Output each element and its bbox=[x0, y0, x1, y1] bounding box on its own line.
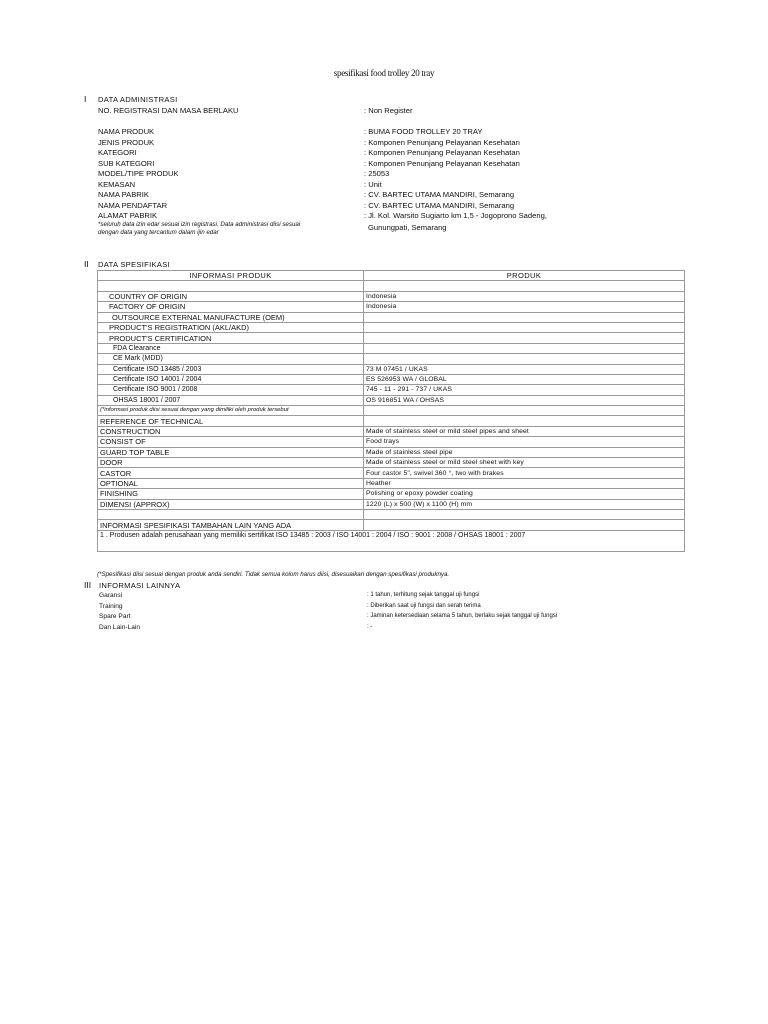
row-value: Heather bbox=[364, 478, 685, 488]
section-title: DATA ADMINISTRASI bbox=[98, 95, 178, 104]
field-value: : Diberikan saat uji fungsi dan serah terima bbox=[367, 602, 481, 609]
row-value: Made of stainless steel pipe bbox=[364, 447, 685, 457]
row-label: COUNTRY OF ORIGIN bbox=[98, 291, 364, 301]
table-row bbox=[98, 437, 685, 447]
row-value bbox=[364, 354, 685, 364]
row-label: GUARD TOP TABLE bbox=[98, 447, 364, 457]
field-label: Dan Lain-Lain bbox=[99, 623, 141, 631]
table-row bbox=[98, 458, 685, 468]
field-label: Garansi bbox=[99, 592, 123, 599]
row-label: DOOR bbox=[98, 458, 364, 468]
row-value bbox=[364, 312, 685, 322]
row-value: Polishing or epoxy powder coating bbox=[364, 489, 685, 499]
table-row bbox=[98, 322, 685, 332]
field-value: : CV. BARTEC UTAMA MANDIRI, Semarang bbox=[364, 190, 515, 199]
field-value: : 25053 bbox=[364, 169, 390, 178]
table-row bbox=[98, 312, 685, 322]
table-row bbox=[98, 291, 685, 301]
info-note: (*informasi produk diisi sesuai dengan yang dimiliki oleh produk tersebut bbox=[98, 406, 364, 416]
row-label: FINISHING bbox=[98, 489, 364, 499]
row-value: Food trays bbox=[364, 437, 685, 447]
admin-note bbox=[98, 221, 300, 237]
table-row bbox=[98, 520, 685, 530]
table-row bbox=[98, 395, 685, 405]
row-label: CONSIST OF bbox=[98, 437, 364, 447]
field-value: : Non Register bbox=[364, 106, 413, 115]
row-label: Certificate ISO 9001 / 2008 bbox=[98, 385, 364, 395]
field-label: NO. REGISTRASI DAN MASA BERLAKU bbox=[98, 106, 239, 115]
table-row bbox=[98, 530, 685, 551]
table-row bbox=[98, 343, 685, 353]
table-row bbox=[98, 333, 685, 343]
field-value: : Komponen Penunjang Pelayanan Kesehatan bbox=[364, 137, 520, 147]
row-label: CASTOR bbox=[98, 468, 364, 478]
table-row bbox=[98, 354, 685, 364]
table-row bbox=[98, 489, 685, 499]
row-value: OS 916851 WA / OHSAS bbox=[364, 395, 685, 405]
table-row bbox=[98, 406, 685, 416]
field-label: MODEL/TIPE PRODUK bbox=[98, 169, 179, 178]
row-value: ES 526953 WA / GLOBAL bbox=[364, 374, 685, 384]
row-label: OPTIONAL bbox=[98, 478, 364, 488]
row-value: Made of stainless steel or mild steel sheet with key bbox=[364, 458, 685, 468]
table-row bbox=[98, 499, 685, 509]
table-row bbox=[98, 509, 685, 519]
table-row bbox=[98, 302, 685, 312]
field-value: : Jaminan ketersediaan selama 5 tahun, berlaku sejak tanggal uji fungsi bbox=[367, 613, 558, 619]
row-label: OUTSOURCE EXTERNAL MANUFACTURE (OEM) bbox=[98, 312, 364, 322]
section-number: I bbox=[84, 94, 87, 104]
field-label: Training bbox=[99, 602, 123, 610]
row-value: Indonesia bbox=[364, 291, 685, 301]
row-label: PRODUCT'S REGISTRATION (AKL/AKD) bbox=[98, 322, 364, 332]
field-label: NAMA PABRIK bbox=[98, 190, 149, 199]
row-value bbox=[364, 322, 685, 332]
spec-footnote: (*Spesifikasi diisi sesuai dengan produk anda sendiri. Tidak semua kolom harus diisi, disesuaikan dengan spesifikasi produknya. bbox=[97, 571, 450, 578]
table-row bbox=[98, 426, 685, 436]
field-value: : CV. BARTEC UTAMA MANDIRI, Semarang bbox=[364, 200, 515, 210]
table-row bbox=[98, 385, 685, 395]
row-value: 1220 (L) x 500 (W) x 1100 (H) mm bbox=[364, 499, 685, 509]
field-label: ALAMAT PABRIK bbox=[98, 211, 158, 220]
table-row bbox=[98, 468, 685, 478]
section-title: DATA SPESIFIKASI bbox=[98, 260, 171, 269]
row-label: DIMENSI (APPROX) bbox=[98, 499, 364, 509]
section-number: III bbox=[84, 580, 92, 590]
table-header-row bbox=[98, 271, 685, 281]
field-label: NAMA PENDAFTAR bbox=[98, 200, 168, 210]
section-number: II bbox=[84, 259, 89, 269]
row-label: Certificate ISO 14001 / 2004 bbox=[98, 374, 364, 384]
row-label: CE Mark (MDD) bbox=[98, 354, 364, 364]
table-row bbox=[98, 364, 685, 374]
field-value: : Unit bbox=[364, 179, 382, 189]
field-label: KATEGORI bbox=[98, 148, 137, 157]
document-title: spesifikasi food trolley 20 tray bbox=[333, 68, 435, 78]
admin-note-line: dengan data yang tercantum dalam ijin edar bbox=[98, 229, 219, 236]
row-value: Made of stainless steel or mild steel pipes and sheet bbox=[364, 426, 685, 436]
table-row bbox=[98, 478, 685, 488]
field-value: : BUMA FOOD TROLLEY 20 TRAY bbox=[364, 127, 483, 136]
field-value: : - bbox=[367, 623, 373, 630]
field-value: : Jl. Kol. Warsito Sugiarto km 1,5 - Jogoprono Sadeng, bbox=[364, 211, 547, 220]
table-row bbox=[98, 416, 685, 426]
field-label: NAMA PRODUK bbox=[98, 127, 155, 136]
column-header: PRODUK bbox=[364, 271, 685, 281]
row-label: PRODUCT'S CERTIFICATION bbox=[98, 333, 364, 343]
row-value bbox=[364, 343, 685, 353]
additional-title: INFORMASI SPESIFIKASI TAMBAHAN LAIN YANG ADA bbox=[98, 520, 364, 530]
field-value: : 1 tahun, terhitung sejak tanggal uji fungsi bbox=[367, 592, 480, 598]
row-value: 745 - 11 - 291 - 737 / UKAS bbox=[364, 385, 685, 395]
field-value: Gunungpati, Semarang bbox=[368, 223, 447, 232]
row-label: FDA Clearance bbox=[98, 343, 364, 353]
additional-info: 1 . Produsen adalah perusahaan yang memiliki sertifikat ISO 13485 : 2003 / ISO 14001 : 2004 / ISO : 9001 : 2008 / OHSAS 18001 : 2007 bbox=[98, 530, 685, 551]
field-value: : Komponen Penunjang Pelayanan Kesehatan bbox=[364, 158, 520, 168]
reference-title: REFERENCE OF TECHNICAL bbox=[98, 416, 364, 426]
column-header: INFORMASI PRODUK bbox=[98, 271, 364, 281]
field-label: SUB KATEGORI bbox=[98, 158, 155, 168]
row-label: Certificate ISO 13485 / 2003 bbox=[98, 364, 364, 374]
table-row bbox=[98, 281, 685, 291]
field-label: Spare Part bbox=[99, 613, 131, 620]
admin-note-line: *seluruh data izin edar sesuai izin registrasi. Data administrasi diisi sesuai bbox=[98, 221, 301, 228]
table-row bbox=[98, 374, 685, 384]
section-title: INFORMASI LAINNYA bbox=[99, 581, 181, 590]
specification-table bbox=[97, 270, 685, 552]
row-label: CONSTRUCTION bbox=[98, 426, 364, 436]
row-label: OHSAS 18001 / 2007 bbox=[98, 395, 364, 405]
table-row bbox=[98, 447, 685, 457]
row-label: FACTORY OF ORIGIN bbox=[98, 302, 364, 312]
row-value: Indonesia bbox=[364, 302, 685, 312]
field-label: JENIS PRODUK bbox=[98, 137, 155, 147]
field-label: KEMASAN bbox=[98, 179, 136, 189]
row-value bbox=[364, 333, 685, 343]
row-value: 73 M 07451 / UKAS bbox=[364, 364, 685, 374]
field-value: : Komponen Penunjang Pelayanan Kesehatan bbox=[364, 148, 520, 157]
row-value: Four castor 5", swivel 360 °, two with brakes bbox=[364, 468, 685, 478]
